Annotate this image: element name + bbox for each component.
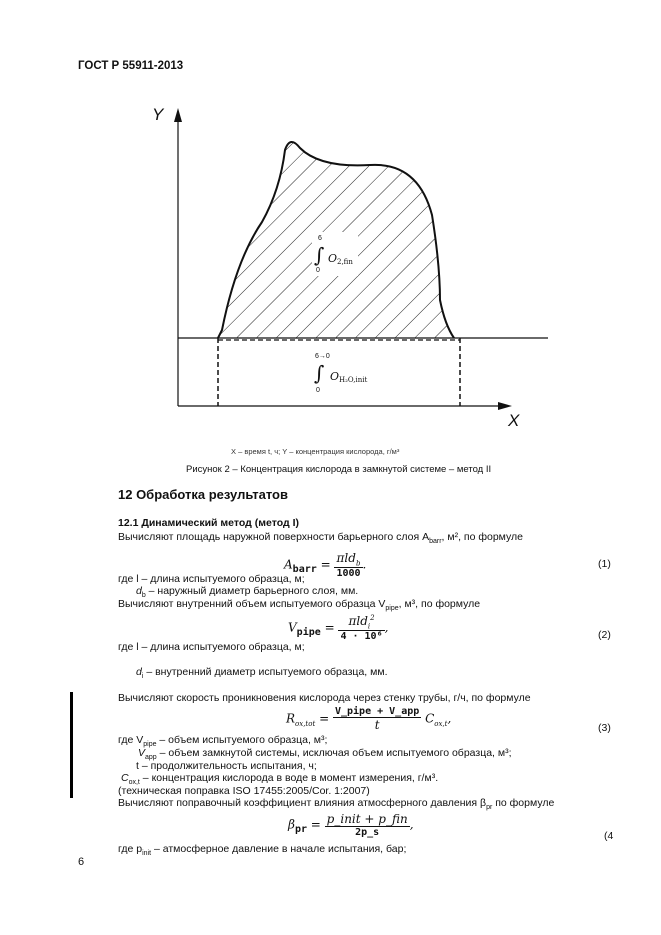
section-title: 12 Обработка результатов xyxy=(118,487,288,502)
x-axis-arrow xyxy=(498,402,512,410)
equation-2-number: (2) xyxy=(598,629,611,641)
text-line-11: $C_{ox,t}$ – концентрация кислорода в воде в момент измерения, г/м³. xyxy=(121,772,439,787)
document-header: ГОСТ Р 55911-2013 xyxy=(78,60,184,72)
text-line-8: где $V_{pipe}$ – объем испытуемого образца, м³; xyxy=(118,734,328,749)
integral-top-sign: ∫ xyxy=(314,243,325,267)
text-line-10: t – продолжительность испытания, ч; xyxy=(136,760,317,772)
integral-top-sub: 2,fin xyxy=(337,258,353,266)
text-line-2: где l – длина испытуемого образца, м; xyxy=(118,573,305,585)
text-line-3: $d_b$ – наружный диаметр барьерного слоя, мм. xyxy=(136,585,359,600)
equation-3: $R_{ox,tot}$ = $\frac{\text{V\_pipe + V\_app}}{t}$ $C_{ox,t}$, xyxy=(286,706,452,732)
integral-bottom-symbol: O xyxy=(330,370,340,383)
integral-bottom-upper: 6→0 xyxy=(315,353,330,360)
text-line-9: $V_{app}$ – объем замкнутой системы, исключая объем испытуемого образца, м³; xyxy=(138,747,512,762)
text-line-1: Вычисляют площадь наружной поверхности барьерного слоя $A_{barr}$, м², по формуле xyxy=(118,531,523,546)
text-line-5: где l – длина испытуемого образца, м; xyxy=(118,641,305,653)
text-line-4: Вычисляют внутренний объем испытуемого образца $V_{pipe}$, м³, по формуле xyxy=(118,598,481,613)
equation-1: $A_{barr}$ = $\frac{\pi ld_b}{1000}$ . xyxy=(284,551,367,580)
page-number: 6 xyxy=(78,856,85,868)
text-line-6: $d_i$ – внутренний диаметр испытуемого образца, мм. xyxy=(136,666,388,681)
figure-legend: X – время t, ч; Y – концентрация кислорода, г/м³ xyxy=(231,447,400,456)
integral-bottom-lower: 0 xyxy=(316,387,320,394)
integral-top-lower: 0 xyxy=(316,267,320,274)
equation-4: $\beta_{pr}$ = $\frac{\text{p\_init + p\_fin}}{2p\_s}$ , xyxy=(288,812,414,838)
text-line-7: Вычисляют скорость проникновения кислорода через стенку трубы, г/ч, по формуле xyxy=(118,692,531,704)
x-axis-label: X xyxy=(508,411,520,430)
text-line-12: (техническая поправка ISO 17455:2005/Cor. 1:2007) xyxy=(118,785,370,797)
figure-title: Рисунок 2 – Концентрация кислорода в замкнутой системе – метод II xyxy=(186,464,492,475)
change-bar xyxy=(70,692,73,798)
integral-top-symbol: O xyxy=(328,252,338,265)
equation-3-number: (3) xyxy=(598,722,611,734)
equation-4-number: (4 xyxy=(604,830,614,842)
integral-bottom-sub: H₂O,init xyxy=(339,376,368,384)
text-line-14: где $p_{init}$ – атмосферное давление в начале испытания, бар; xyxy=(118,843,407,858)
text-line-13: Вычисляют поправочный коэффициент влияния атмосферного давления $\beta_{pr}$ по формуле xyxy=(118,797,555,812)
subsection-title: 12.1 Динамический метод (метод I) xyxy=(118,517,299,529)
integral-bottom-sign: ∫ xyxy=(314,361,325,385)
equation-1-number: (1) xyxy=(598,558,611,570)
equation-2: $V_{pipe}$ = $\frac{\pi ld_i^2}{\text{4 · 10⁶}}$ , xyxy=(288,614,389,643)
integral-top-upper: 6 xyxy=(318,235,322,242)
y-axis-arrow xyxy=(174,108,182,122)
y-axis-label: Y xyxy=(152,105,164,124)
